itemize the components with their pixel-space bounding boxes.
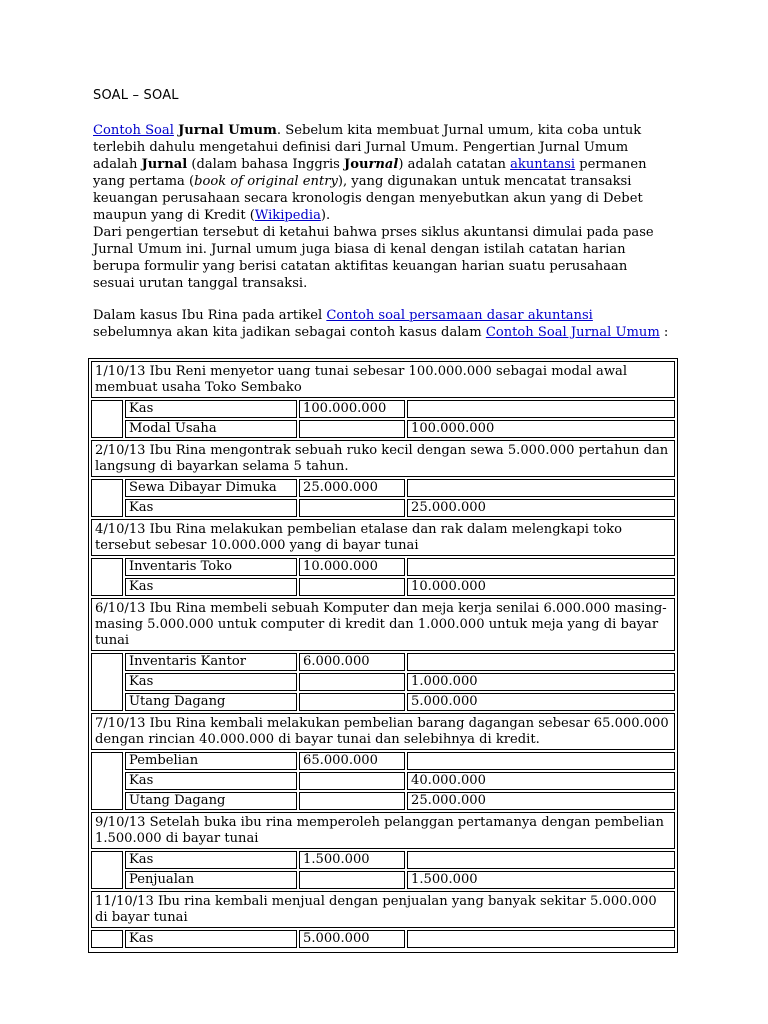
credit-cell	[407, 851, 675, 869]
indent-cell	[91, 851, 123, 889]
credit-cell: 100.000.000	[407, 420, 675, 438]
account-cell: Sewa Dibayar Dimuka	[125, 479, 297, 497]
debit-cell: 5.000.000	[299, 930, 405, 948]
debit-cell: 25.000.000	[299, 479, 405, 497]
journal-entry-row	[125, 871, 675, 889]
account-cell: Utang Dagang	[125, 792, 297, 810]
account-cell: Pembelian	[125, 752, 297, 770]
credit-cell: 10.000.000	[407, 578, 675, 596]
transaction-description: 9/10/13 Setelah buka ibu rina memperoleh pelanggan pertamanya dengan pembelian 1.500.000 di bayar tunai	[91, 812, 675, 849]
account-cell: Kas	[125, 578, 297, 596]
debit-cell	[299, 792, 405, 810]
journal-entry-row	[125, 693, 675, 711]
text-span: Dalam kasus Ibu Rina pada artikel	[93, 308, 327, 323]
account-cell: Utang Dagang	[125, 693, 297, 711]
indent-cell	[91, 400, 123, 438]
credit-cell: 25.000.000	[407, 499, 675, 517]
transaction-description: 4/10/13 Ibu Rina melakukan pembelian etalase dan rak dalam melengkapi toko tersebut sebesar 10.000.000 yang di bayar tunai	[91, 519, 675, 556]
journal-table	[88, 358, 678, 953]
debit-cell: 10.000.000	[299, 558, 405, 576]
indent-cell	[91, 752, 123, 810]
journal-entry-row	[125, 400, 675, 418]
transaction-description: 1/10/13 Ibu Reni menyetor uang tunai sebesar 100.000.000 sebagai modal awal membuat usaha Toko Sembako	[91, 361, 675, 398]
account-cell: Kas	[125, 772, 297, 790]
indent-cell	[91, 930, 123, 948]
link-akuntansi[interactable]: akuntansi	[510, 157, 576, 172]
credit-cell	[407, 479, 675, 497]
credit-cell	[407, 400, 675, 418]
transaction-block	[91, 519, 675, 596]
transaction-block	[91, 713, 675, 810]
entry-rows	[91, 851, 675, 889]
indent-cell	[91, 479, 123, 517]
journal-entry-row	[125, 673, 675, 691]
link-wikipedia[interactable]: Wikipedia	[254, 208, 321, 223]
definition-paragraph: Dari pengertian tersebut di ketahui bahwa prses siklus akuntansi dimulai pada pase Jurnal Umum ini. Jurnal umum juga biasa di kenal dengan istilah catatan harian berupa formulir yang berisi catatan aktifitas keuangan harian suatu perusahaan sesuai urutan tanggal transaksi.	[93, 225, 654, 291]
bold-journal-a: Jou	[344, 157, 369, 172]
journal-entry-row	[125, 851, 675, 869]
credit-cell: 5.000.000	[407, 693, 675, 711]
italic-book-of-original-entry: book of original entry	[194, 174, 338, 189]
credit-cell: 40.000.000	[407, 772, 675, 790]
account-cell: Kas	[125, 851, 297, 869]
account-cell: Penjualan	[125, 871, 297, 889]
text-span: (dalam bahasa Inggris	[187, 157, 345, 172]
credit-cell	[407, 752, 675, 770]
credit-cell: 25.000.000	[407, 792, 675, 810]
account-cell: Kas	[125, 499, 297, 517]
transaction-description: 6/10/13 Ibu Rina membeli sebuah Komputer dan meja kerja senilai 6.000.000 masing-masing 5.000.000 untuk computer di kredit dan 1.000.000 untuk meja yang di bayar tunai	[91, 598, 675, 651]
entry-rows	[91, 653, 675, 711]
text-span: :	[659, 325, 669, 340]
journal-entry-row	[125, 772, 675, 790]
entry-rows	[91, 400, 675, 438]
intro-paragraph	[93, 122, 673, 224]
transaction-block	[91, 812, 675, 889]
credit-cell	[407, 558, 675, 576]
journal-entry-row	[125, 653, 675, 671]
account-cell: Kas	[125, 930, 297, 948]
account-cell: Inventaris Toko	[125, 558, 297, 576]
journal-entry-row	[125, 792, 675, 810]
text-span: ).	[320, 208, 331, 223]
entry-rows	[91, 558, 675, 596]
debit-cell	[299, 693, 405, 711]
text-span: . Sebelum kita membuat Jurnal umum, kita coba untuk terlebih dahulu mengetahui definisi dari Jurnal Umum. Pengertian Jurnal Umum adalah	[93, 123, 642, 172]
journal-entry-row	[125, 479, 675, 497]
credit-cell: 1.500.000	[407, 871, 675, 889]
transaction-description: 2/10/13 Ibu Rina mengontrak sebuah ruko kecil dengan sewa 5.000.000 pertahun dan langsung di bayarkan selama 5 tahun.	[91, 440, 675, 477]
case-paragraph	[93, 307, 673, 341]
debit-cell: 100.000.000	[299, 400, 405, 418]
debit-cell	[299, 420, 405, 438]
transaction-block	[91, 361, 675, 438]
credit-cell	[407, 653, 675, 671]
debit-cell: 1.500.000	[299, 851, 405, 869]
journal-entry-row	[125, 752, 675, 770]
debit-cell	[299, 499, 405, 517]
journal-entry-row	[125, 930, 675, 948]
text-span: ), yang digunakan untuk mencatat transaksi keuangan perusahaan secara kronologis dengan menyebutkan akun yang di Debet maupun yang di Kredit (	[93, 174, 643, 223]
journal-entry-row	[125, 420, 675, 438]
bold-italic-journal-b: rnal	[368, 157, 399, 172]
entry-rows	[91, 479, 675, 517]
journal-entry-row	[125, 558, 675, 576]
account-cell: Modal Usaha	[125, 420, 297, 438]
debit-cell	[299, 772, 405, 790]
text-span: sebelumnya akan kita jadikan sebagai contoh kasus dalam	[93, 325, 486, 340]
link-contoh-soal[interactable]: Contoh Soal	[93, 123, 174, 138]
credit-cell: 1.000.000	[407, 673, 675, 691]
text-span: permanen yang pertama (	[93, 157, 647, 189]
transaction-description: 7/10/13 Ibu Rina kembali melakukan pembelian barang dagangan sebesar 65.000.000 dengan rincian 40.000.000 di bayar tunai dan selebihnya di kredit.	[91, 713, 675, 750]
debit-cell: 65.000.000	[299, 752, 405, 770]
text-span: ) adalah catatan	[398, 157, 511, 172]
journal-entry-row	[125, 499, 675, 517]
entry-rows	[91, 930, 675, 948]
bold-jurnal: Jurnal	[141, 157, 188, 172]
journal-entry-row	[125, 578, 675, 596]
indent-cell	[91, 558, 123, 596]
link-contoh-soal-persamaan[interactable]: Contoh soal persamaan dasar akuntansi	[326, 308, 593, 323]
account-cell: Inventaris Kantor	[125, 653, 297, 671]
entry-rows	[91, 752, 675, 810]
link-contoh-soal-jurnal-umum[interactable]: Contoh Soal Jurnal Umum	[485, 325, 660, 340]
debit-cell	[299, 871, 405, 889]
transaction-block	[91, 598, 675, 711]
debit-cell	[299, 578, 405, 596]
transaction-block	[91, 440, 675, 517]
bold-jurnal-umum: Jurnal Umum	[178, 123, 277, 138]
debit-cell	[299, 673, 405, 691]
account-cell: Kas	[125, 673, 297, 691]
credit-cell	[407, 930, 675, 948]
debit-cell: 6.000.000	[299, 653, 405, 671]
page-heading: SOAL – SOAL	[93, 88, 179, 103]
transaction-block	[91, 891, 675, 948]
transaction-description: 11/10/13 Ibu rina kembali menjual dengan penjualan yang banyak sekitar 5.000.000 di bayar tunai	[91, 891, 675, 928]
indent-cell	[91, 653, 123, 711]
account-cell: Kas	[125, 400, 297, 418]
